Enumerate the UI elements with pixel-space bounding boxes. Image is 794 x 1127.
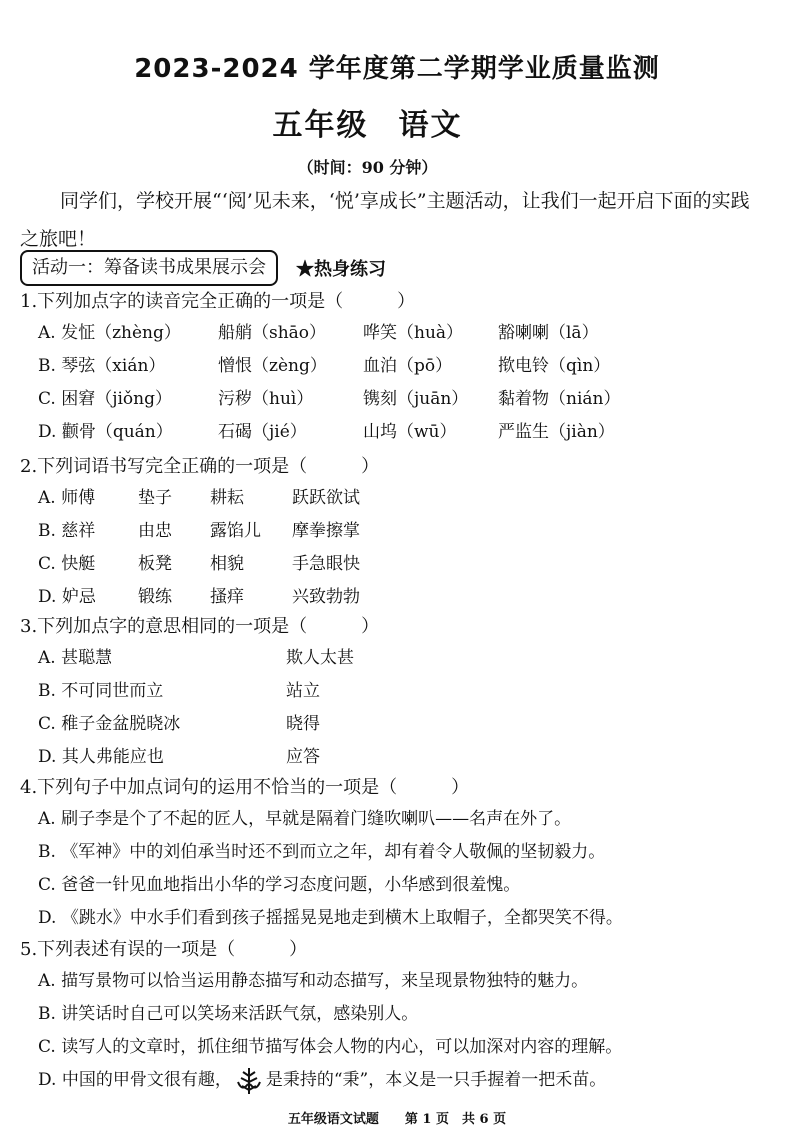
option-row: B. 琴弦（xián） 憎恨（zèng） 血泊（pō） 揿电铃（qìn） xyxy=(38,356,611,376)
question-2 xyxy=(20,452,422,614)
question-1 xyxy=(20,287,648,449)
grade-label: 五年级 xyxy=(272,108,369,143)
question-4 xyxy=(20,773,623,935)
subject-label: 语文 xyxy=(398,108,463,143)
question-stem: 3.下列加点字的意思相同的一项是（ ） xyxy=(20,616,380,637)
option-row: C. 快艇 板凳 相貌 手急眼快 xyxy=(38,554,360,574)
exam-subtitle xyxy=(0,100,735,144)
option-row: C. 困窘（jiǒng） 污秽（huì） 镌刻（juān） 黏着物（nián） xyxy=(38,389,621,409)
option-sentence: C. 爸爸一针见血地指出小华的学习态度问题，小华感到很羞愧。 xyxy=(38,875,521,895)
activity-label-box: 活动一：筹备读书成果展示会 xyxy=(20,250,278,286)
question-3 xyxy=(20,612,426,774)
option-row: D. 妒忌 锻练 搔痒 兴致勃勃 xyxy=(38,587,360,607)
option-row: A. 甚聪慧 欺人太甚 xyxy=(38,648,354,668)
exam-time: （时间：90 分钟） xyxy=(297,158,438,177)
question-5 xyxy=(20,935,622,1097)
question-stem: 5.下列表述有误的一项是（ ） xyxy=(20,939,308,960)
warmup-label: ★热身练习 xyxy=(296,259,386,280)
option-sentence: A. 描写景物可以恰当运用静态描写和动态描写，来呈现景物独特的魅力。 xyxy=(38,971,589,991)
option-sentence: B. 《军神》中的刘伯承当时还不到而立之年，却有着令人敬佩的坚韧毅力。 xyxy=(38,842,606,862)
option-row: D. 颧骨（quán） 石碣（jié） 山坞（wū） 严监生（jiàn） xyxy=(38,422,615,442)
option-row: B. 慈祥 由忠 露馅儿 摩拳擦掌 xyxy=(38,521,360,541)
activity-header xyxy=(20,250,386,286)
option-sentence: B. 讲笑话时自己可以笑场来活跃气氛，感染别人。 xyxy=(38,1004,419,1024)
exam-title: 2023-2024 学年度第二学期学业质量监测 xyxy=(134,54,660,84)
option-row: A. 发怔（zhèng） 船艄（shāo） 哗笑（huà） 豁喇喇（lā） xyxy=(38,323,599,343)
question-stem: 1.下列加点字的读音完全正确的一项是（ ） xyxy=(20,291,416,312)
option-row: D. 其人弗能应也 应答 xyxy=(38,747,320,767)
page-footer: 五年级语文试题 第 1 页 共 6 页 xyxy=(287,1112,507,1127)
option-row: A. 师傅 垫子 耕耘 跃跃欲试 xyxy=(38,488,360,508)
option-sentence: C. 读写人的文章时，抓住细节描写体会人物的内心，可以加深对内容的理解。 xyxy=(38,1037,623,1057)
intro-paragraph: 同学们，学校开展“‘阅’见未来，‘悦’享成长”主题活动，让我们一起开启下面的实践之旅吧！ xyxy=(20,190,750,250)
question-stem: 4.下列句子中加点词句的运用不恰当的一项是（ ） xyxy=(20,777,470,798)
question-stem: 2.下列词语书写完全正确的一项是（ ） xyxy=(20,456,380,477)
option-row: C. 稚子金盆脱晓冰 晓得 xyxy=(38,714,320,734)
option-sentence: D. 《跳水》中水手们看到孩子摇摇晃晃地走到横木上取帽子，全都哭笑不得。 xyxy=(38,908,623,928)
option-sentence-last: D. 中国的甲骨文很有趣， 是秉持的“秉”，本义是一只手握着一把禾苗。 xyxy=(20,1064,622,1097)
oracle-bone-bing-icon xyxy=(234,1066,264,1096)
option-sentence: A. 刷子李是个了不起的匠人，早就是隔着门缝吹喇叭——名声在外了。 xyxy=(38,809,572,829)
option-row: B. 不可同世而立 站立 xyxy=(38,681,320,701)
